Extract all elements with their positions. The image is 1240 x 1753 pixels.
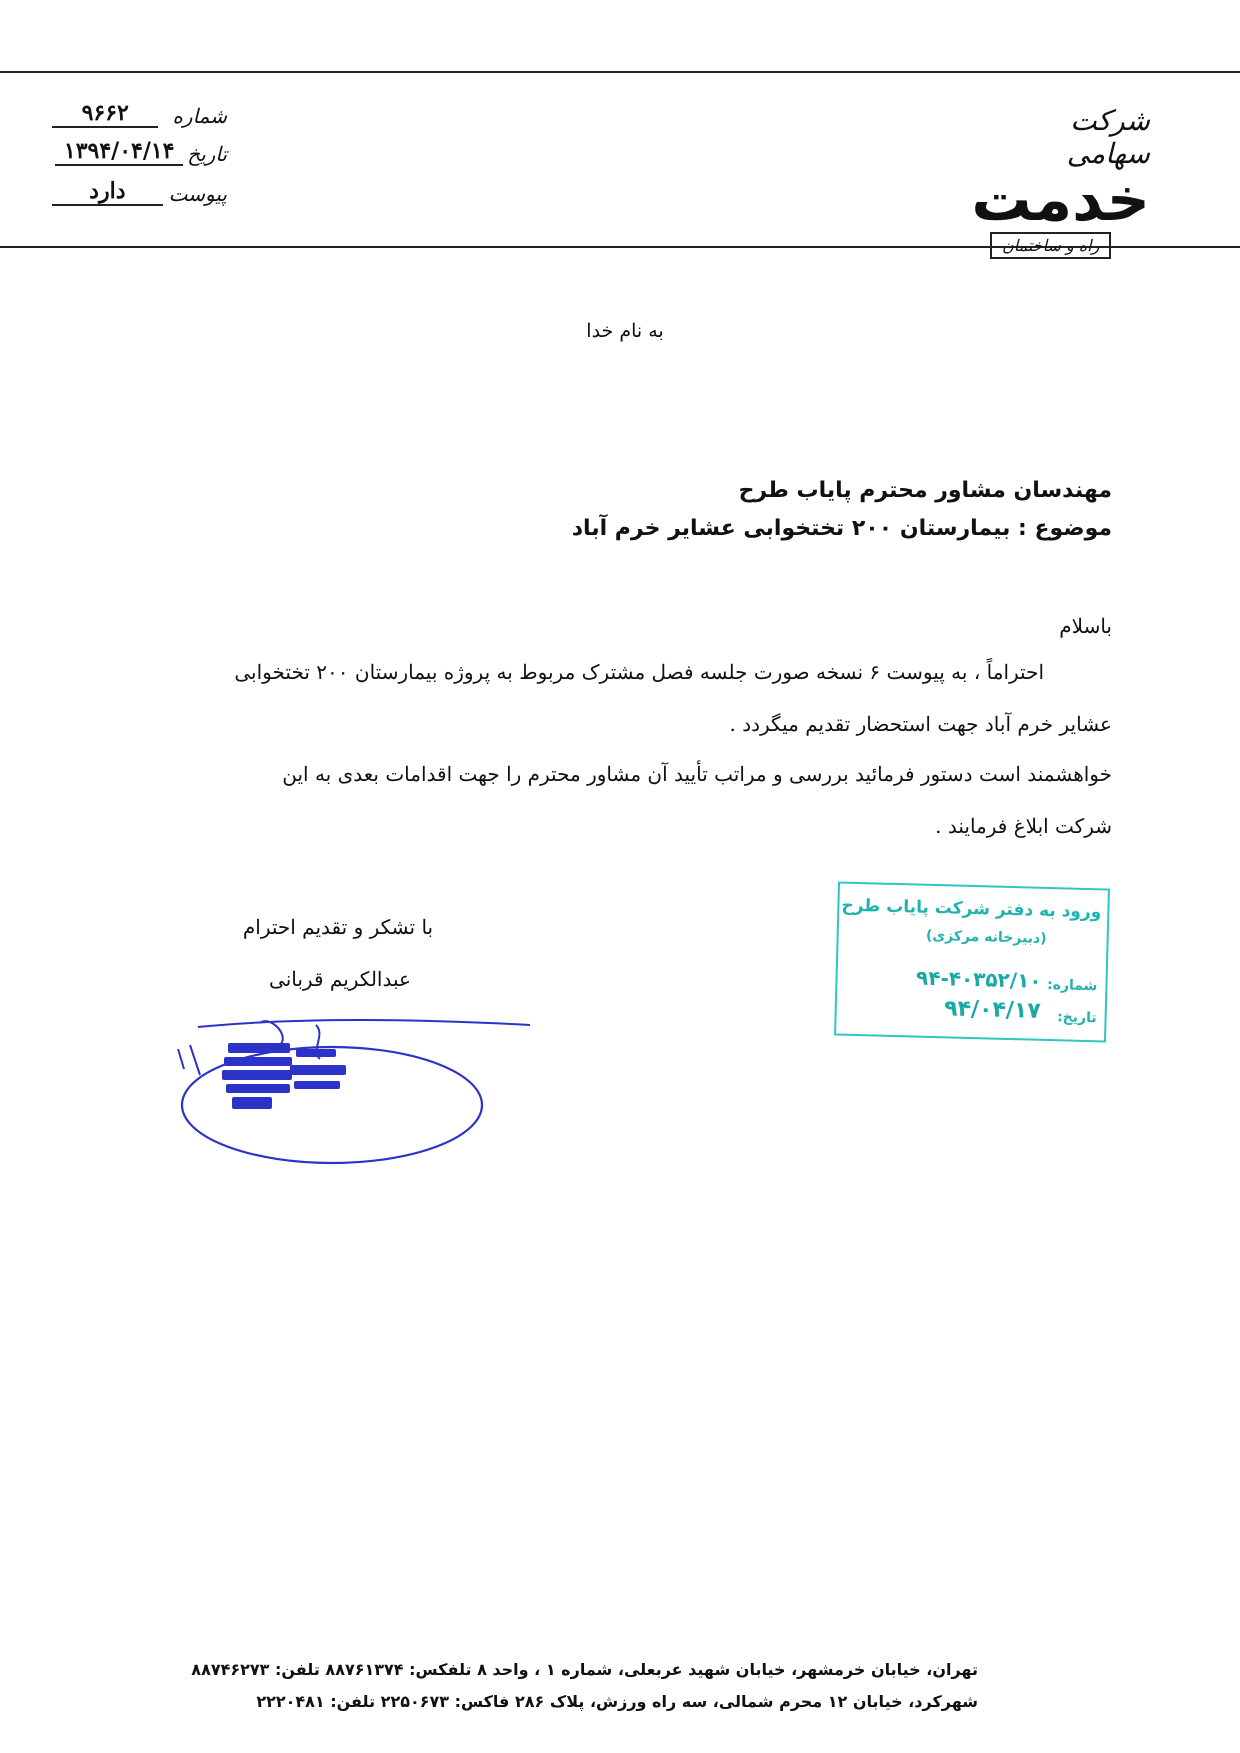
- recipient: مهندسان مشاور محترم پایاب طرح: [738, 478, 1112, 503]
- company-seal-icon: [222, 1043, 346, 1109]
- date-label: تاریخ: [187, 142, 227, 166]
- receipt-stamp: [834, 881, 1110, 1042]
- company-name: خدمت: [971, 165, 1150, 235]
- invocation: به نام خدا: [586, 320, 664, 342]
- attachment-row: [52, 178, 227, 206]
- stamp-number-label: شماره:: [1046, 976, 1098, 995]
- attachment-value: دارد: [52, 178, 163, 206]
- company-sub: راه و ساختمان: [990, 232, 1111, 259]
- number-row: [52, 100, 227, 128]
- stamp-subtitle: (دبیرخانه مرکزی): [925, 927, 1047, 947]
- stamp-title: ورود به دفتر شرکت پایاب طرح: [841, 895, 1102, 923]
- body-line-3: خواهشمند است دستور فرمائید بررسی و مراتب تأیید آن مشاور محترم را جهت اقدامات بعدی به این: [282, 762, 1112, 786]
- company-logo: [971, 104, 1150, 259]
- greeting: باسلام: [1059, 614, 1112, 638]
- body-line-2: عشایر خرم آباد جهت استحضار تقدیم میگردد .: [729, 712, 1112, 736]
- stamp-number-value: ۹۴-۴۰۳۵۲/۱۰: [915, 965, 1042, 993]
- date-value: ۱۳۹۴/۰۴/۱۴: [55, 138, 183, 166]
- body-line-1: احتراماً ، به پیوست ۶ نسخه صورت جلسه فصل مشترک مربوط به پروژه بیمارستان ۲۰۰ تختخوابی: [234, 660, 1044, 684]
- subject: موضوع : بیمارستان ۲۰۰ تختخوابی عشایر خرم آباد: [571, 516, 1112, 541]
- stamp-date-value: ۹۴/۰۴/۱۷: [943, 996, 1042, 1024]
- date-row: [52, 138, 227, 166]
- footer-line-2: شهرکرد، خیابان ۱۲ محرم شمالی، سه راه ورزش، پلاک ۲۸۶ فاکس: ۲۲۵۰۶۷۳ تلفن: ۲۲۲۰۴۸۱: [256, 1692, 978, 1711]
- body-line-4: شرکت ابلاغ فرمایند .: [935, 814, 1112, 838]
- signature-seal: [120, 1015, 540, 1175]
- header-top-rule: [0, 71, 1240, 73]
- number-value: ۹۶۶۲: [52, 100, 158, 128]
- company-line: شرکت سهامی: [1066, 104, 1150, 170]
- attachment-label: پیوست: [168, 182, 227, 206]
- signer-name: عبدالکریم قربانی: [269, 967, 411, 991]
- closing: با تشکر و تقدیم احترام: [242, 915, 434, 939]
- stamp-date-label: تاریخ:: [1056, 1009, 1097, 1027]
- footer-line-1: تهران، خیابان خرمشهر، خیابان شهید عربعلی، شماره ۱ ، واحد ۸ تلفکس: ۸۸۷۶۱۳۷۴ تلفن: ۸۸۷۴۶۲۷۳: [191, 1660, 978, 1679]
- number-label: شماره: [172, 104, 227, 128]
